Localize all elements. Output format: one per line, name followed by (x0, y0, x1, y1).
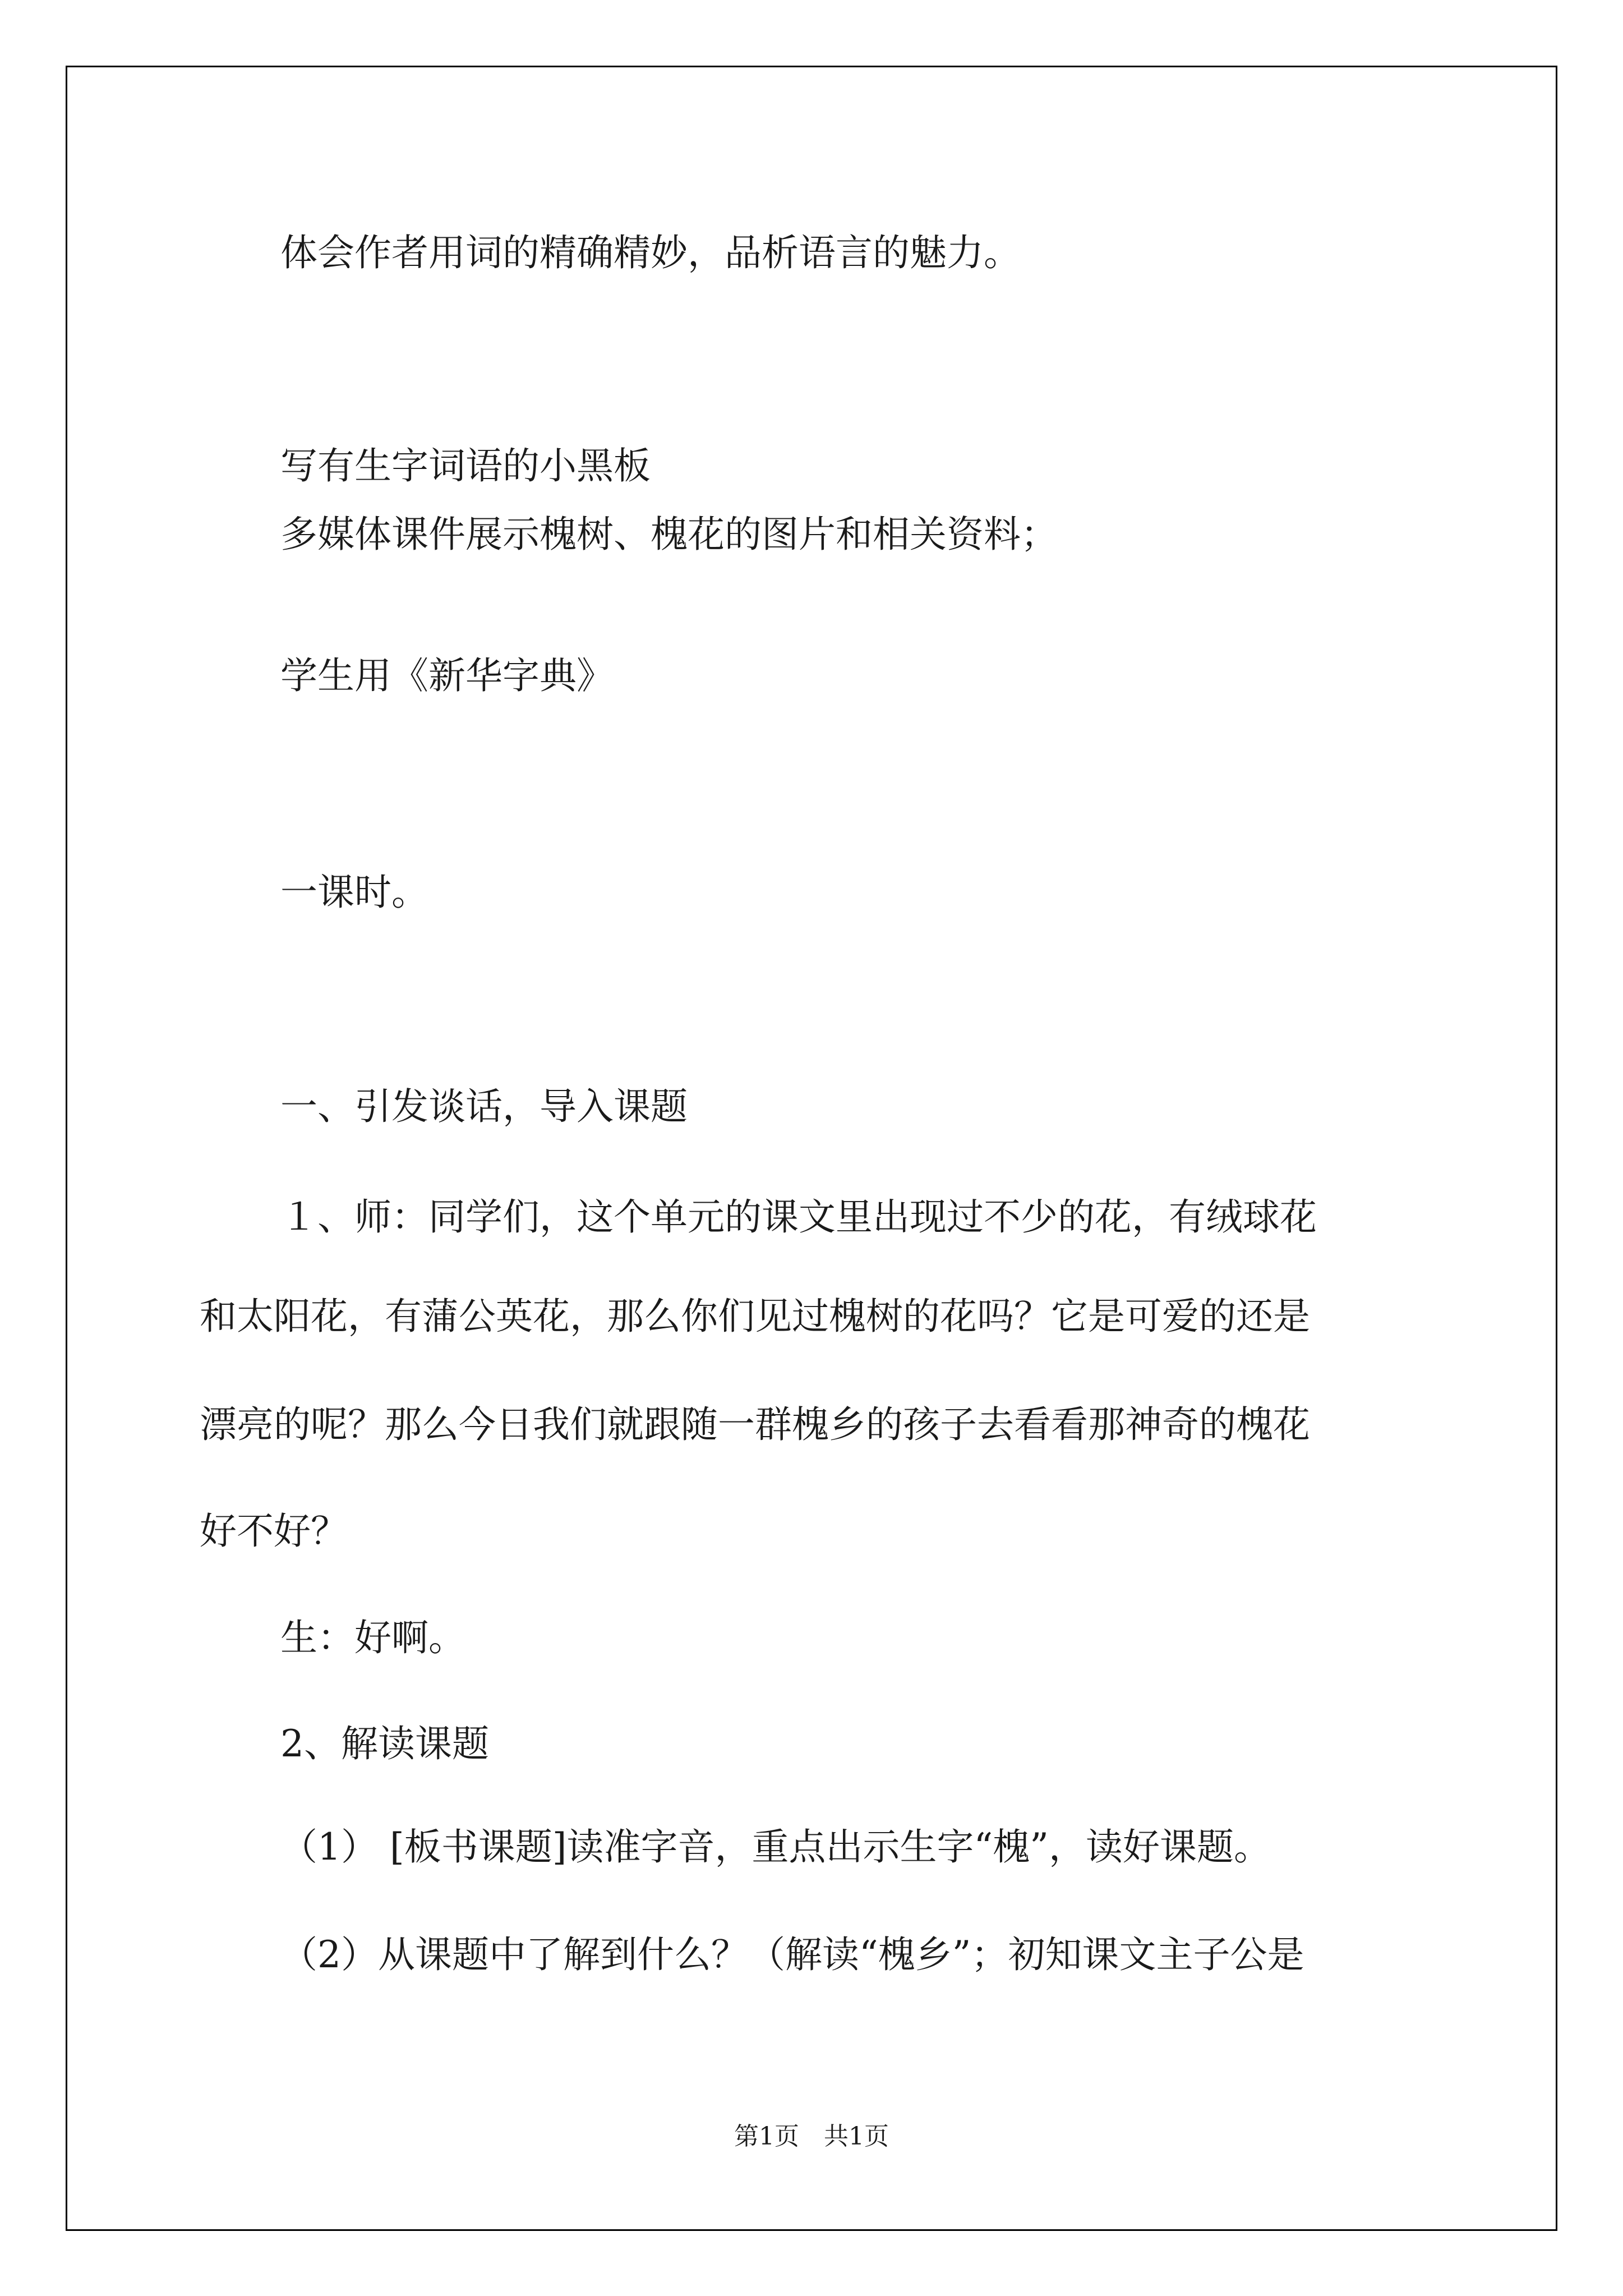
text-line: 一课时。 (280, 871, 428, 914)
text-line: 和太阳花，有蒲公英花，那么你们见过槐树的花吗？它是可爱的还是 (200, 1295, 1310, 1338)
text-line: 好不好？ (200, 1510, 348, 1553)
page-border (66, 66, 1557, 2231)
text-line: （1） [板书课题]读准字音，重点出示生字“槐”，读好课题。 (280, 1825, 1271, 1869)
section-heading: 一、引发谈话，导入课题 (280, 1085, 688, 1128)
text-line: 2、解读课题 (280, 1722, 489, 1765)
page-footer: 第1页 共1页 (734, 2122, 889, 2151)
text-line: 体会作者用词的精确精妙，品析语言的魅力。 (280, 231, 1021, 274)
text-line: 生：好啊。 (280, 1616, 465, 1659)
text-line: 多媒体课件展示槐树、槐花的图片和相关资料； (280, 513, 1058, 556)
text-line: 写有生字词语的小黑板 (280, 444, 651, 487)
text-line: 学生用《新华字典》 (280, 654, 614, 697)
text-line: １、师：同学们，这个单元的课文里出现过不少的花，有绒球花 (280, 1195, 1317, 1239)
text-line: （2）从课题中了解到什么？（解读“槐乡”；初知课文主子公是 (280, 1933, 1304, 1976)
text-line: 漂亮的呢？那么今日我们就跟随一群槐乡的孩子去看看那神奇的槐花 (200, 1403, 1310, 1446)
